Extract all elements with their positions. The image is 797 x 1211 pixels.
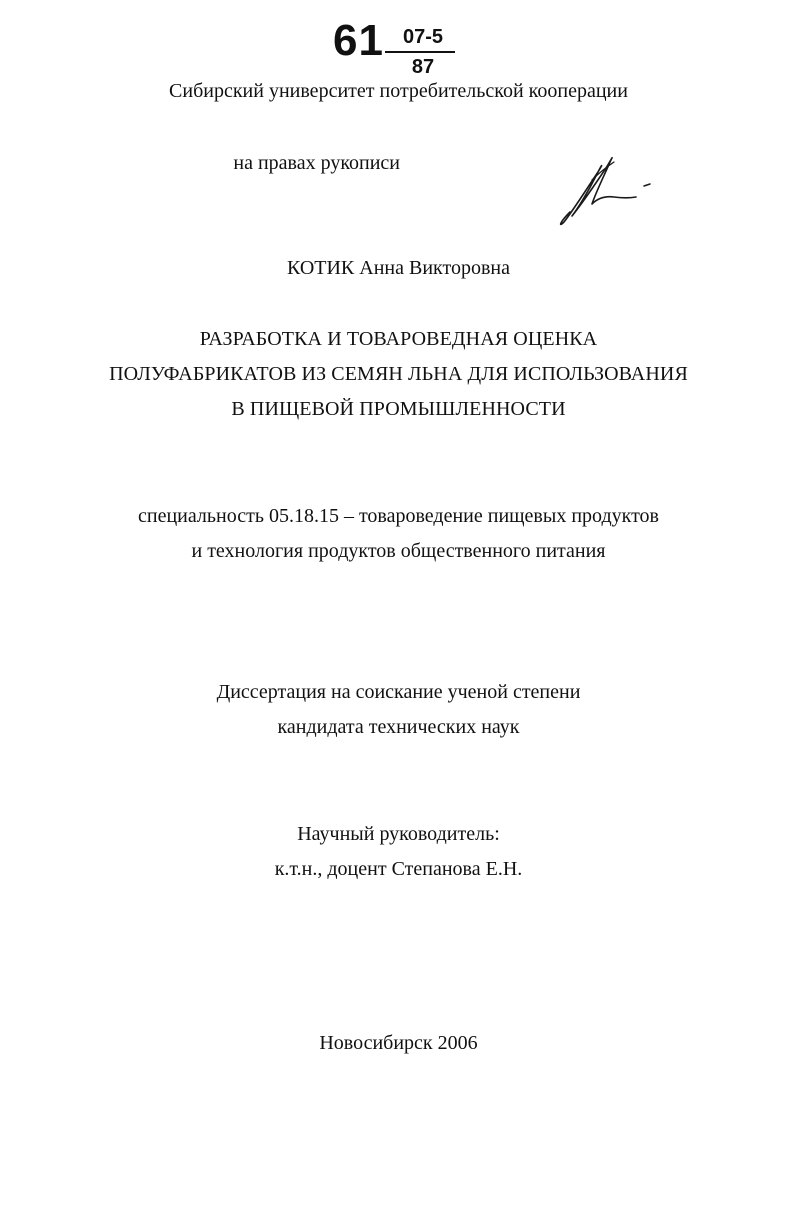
supervisor-label: Научный руководитель: bbox=[297, 823, 500, 845]
author-name: КОТИК Анна Викторовна bbox=[286, 257, 510, 279]
manuscript-note: на правах рукописи bbox=[233, 152, 400, 174]
archive-code-numerator: 07-5 bbox=[402, 26, 444, 48]
signature-icon bbox=[552, 150, 662, 230]
archive-code-fraction-bar bbox=[385, 51, 455, 53]
archive-code-denominator: 87 bbox=[411, 56, 435, 78]
specialty-line: и технология продуктов общественного питания bbox=[191, 540, 606, 562]
specialty-line: специальность 05.18.15 – товароведение пищевых продуктов bbox=[137, 505, 659, 527]
archive-code bbox=[333, 14, 473, 78]
degree-line: Диссертация на соискание ученой степени bbox=[216, 681, 581, 703]
archive-code-main: 61 bbox=[333, 16, 384, 65]
dissertation-title-line: ПОЛУФАБРИКАТОВ ИЗ СЕМЯН ЛЬНА ДЛЯ ИСПОЛЬЗОВАНИЯ bbox=[109, 363, 688, 385]
university-name: Сибирский университет потребительской кооперации bbox=[169, 80, 628, 102]
dissertation-title-line: В ПИЩЕВОЙ ПРОМЫШЛЕННОСТИ bbox=[231, 398, 566, 420]
supervisor-name: к.т.н., доцент Степанова Е.Н. bbox=[274, 858, 523, 880]
dissertation-title-line: РАЗРАБОТКА И ТОВАРОВЕДНАЯ ОЦЕНКА bbox=[199, 328, 598, 350]
place-and-year: Новосибирск 2006 bbox=[319, 1032, 478, 1054]
degree-line: кандидата технических наук bbox=[277, 716, 520, 738]
